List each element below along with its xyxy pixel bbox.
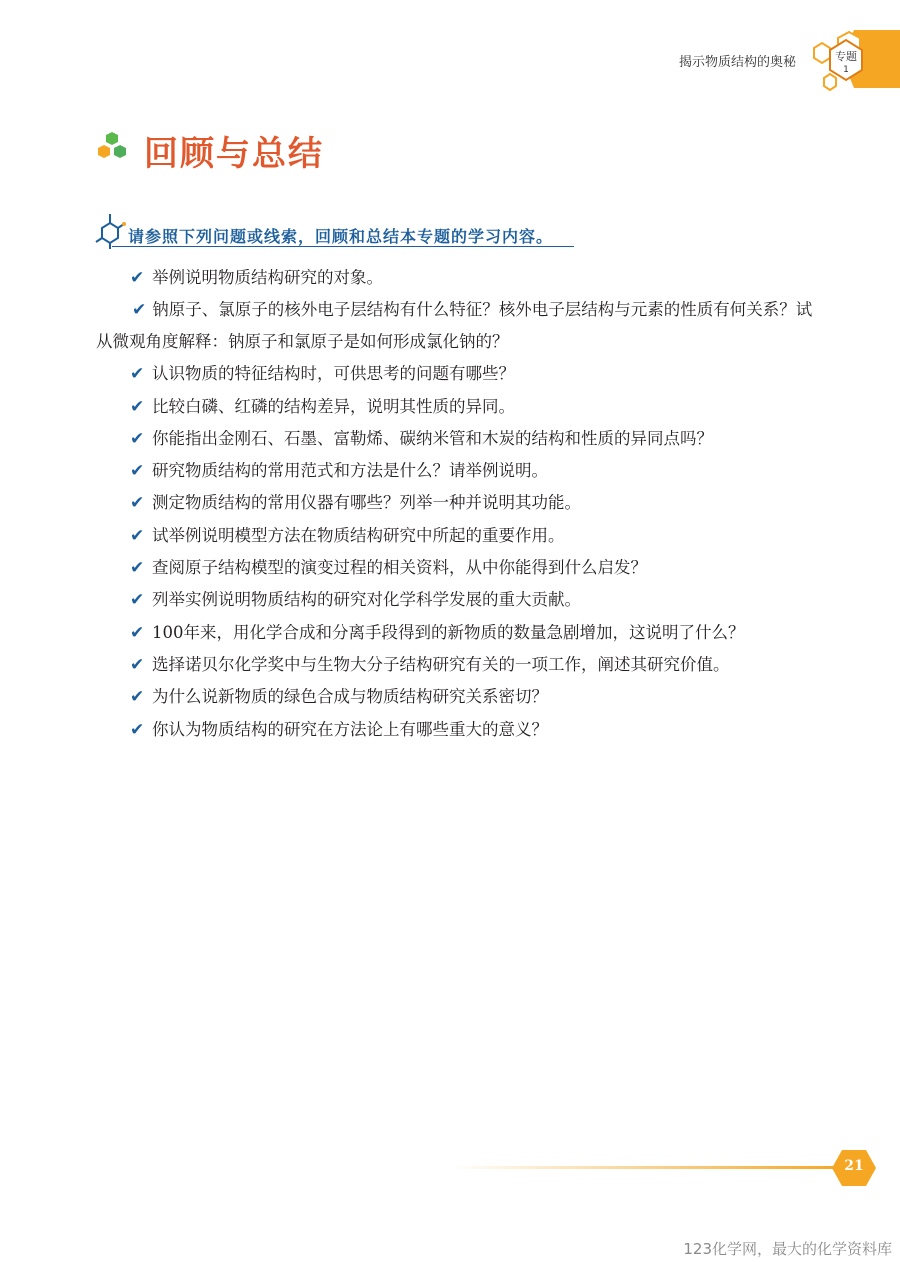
list-item: ✔ 选择诺贝尔化学奖中与生物大分子结构研究有关的一项工作，阐述其研究价值。 (96, 649, 816, 681)
check-icon: ✔ (130, 687, 145, 708)
check-icon: ✔ (130, 396, 145, 417)
chapter-title: 揭示物质结构的奥秘 (678, 55, 796, 70)
prompt-underline (112, 246, 574, 247)
list-item: ✔ 你认为物质结构的研究在方法论上有哪些重大的意义？ (96, 714, 816, 746)
list-item: ✔ 查阅原子结构模型的演变过程的相关资料，从中你能得到什么启发？ (96, 552, 816, 584)
check-icon: ✔ (130, 428, 145, 449)
molecule-icon (94, 212, 126, 250)
hexagon-tab-icon (798, 30, 900, 94)
list-item: ✔ 100年来，用化学合成和分离手段得到的新物质的数量急剧增加，这说明了什么？ (96, 617, 816, 649)
check-icon: ✔ (130, 493, 145, 514)
check-icon: ✔ (132, 300, 147, 321)
check-icon: ✔ (130, 622, 145, 643)
check-icon: ✔ (130, 719, 145, 740)
list-item: ✔ 比较白磷、红磷的结构差异，说明其性质的异同。 (96, 391, 816, 423)
list-item: ✔ 举例说明物质结构研究的对象。 (96, 262, 816, 294)
list-item: ✔ 认识物质的特征结构时，可供思考的问题有哪些？ (96, 358, 816, 390)
check-icon: ✔ (130, 558, 145, 579)
tab-label: 专题 (835, 50, 857, 63)
watermark: 123化学网，最大的化学资料库 (683, 1240, 892, 1258)
check-icon: ✔ (130, 461, 145, 482)
tab-number: 1 (843, 65, 849, 75)
list-item: ✔ 为什么说新物质的绿色合成与物质结构研究关系密切？ (96, 681, 816, 713)
hexagon-cluster-icon (96, 132, 128, 162)
list-item: ✔ 你能指出金刚石、石墨、富勒烯、碳纳米管和木炭的结构和性质的异同点吗？ (96, 423, 816, 455)
list-item: ✔ 测定物质结构的常用仪器有哪些？列举一种并说明其功能。 (96, 487, 816, 519)
list-item: ✔ 钠原子、氯原子的核外电子层结构有什么特征？核外电子层结构与元素的性质有何关系？试从微观角度解释：钠原子和氯原子是如何形成氯化钠的？ (96, 294, 816, 358)
list-item: ✔ 列举实例说明物质结构的研究对化学科学发展的重大贡献。 (96, 584, 816, 616)
list-item: ✔ 研究物质结构的常用范式和方法是什么？请举例说明。 (96, 455, 816, 487)
page-number: 21 (844, 1158, 864, 1174)
review-prompt: 请参照下列问题或线索，回顾和总结本专题的学习内容。 (128, 227, 554, 246)
list-item: ✔ 试举例说明模型方法在物质结构研究中所起的重要作用。 (96, 520, 816, 552)
check-icon: ✔ (130, 364, 145, 385)
check-icon: ✔ (130, 590, 145, 611)
check-icon: ✔ (130, 525, 145, 546)
page-title: 回顾与总结 (144, 134, 324, 174)
check-icon: ✔ (130, 654, 145, 675)
footer-rule (450, 1166, 842, 1169)
review-list (96, 262, 816, 746)
check-icon: ✔ (130, 268, 145, 288)
